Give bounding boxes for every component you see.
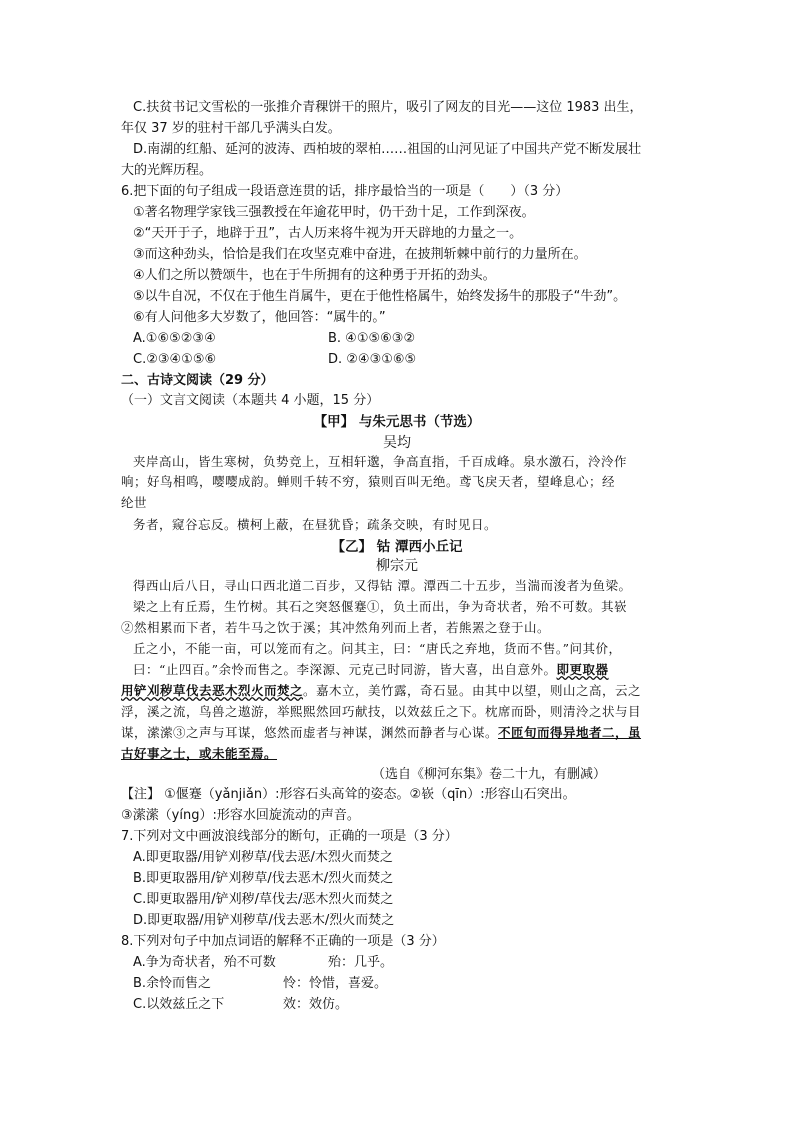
- q8-option-c-text: C.以效兹丘之下: [133, 997, 225, 1012]
- q6-sentence-5: ⑤以牛自况，不仅在于他生肖属牛，更在于他性格属牛，始终发扬牛的那股子“牛劲”。: [133, 289, 627, 304]
- passage-yi-source: （选自《柳河东集》卷二十九，有删减）: [372, 767, 607, 782]
- passage-jia-line3: 纶世: [121, 495, 148, 510]
- passage-yi-line1: 得西山后八日，寻山口西北道二百步，又得钴 潭。潭西二十五步，当湍而浚者为鱼梁。: [133, 578, 632, 593]
- passage-jia-title: 【甲】 与朱元思书（节选）: [313, 414, 481, 430]
- passage-yi-line5: [133, 660, 609, 680]
- passage-yi-line9: [121, 744, 277, 764]
- passage-yi-line4: 丘之小，不能一亩，可以笼而有之。问其主，曰：“唐氏之弃地，货而不售。”问其价，: [133, 641, 622, 656]
- q6-sentence-2: ②“天开于子，地辟于丑”，古人历来将牛视为开天辟地的力量之一。: [133, 226, 523, 241]
- passage-jia-line4: 务者，窥谷忘反。横柯上蔽，在昼犹昏；疏条交映，有时见日。: [133, 517, 498, 532]
- q8-stem: 8.下列对句子中加点词语的解释不正确的一项是（3 分）: [121, 934, 445, 949]
- q6-option-c: C.②③④①⑤⑥: [133, 352, 217, 367]
- passage-yi-title: 【乙】 钴 潭西小丘记: [331, 539, 463, 555]
- q7-option-a: A.即更取器/用铲刈秽草/伐去恶/木烈火而焚之: [133, 850, 393, 865]
- passage-yi-line7: 浮，溪之流，鸟兽之遨游，举熙熙然回巧献技，以效兹丘之下。枕席而卧，则清泠之状与目: [121, 704, 642, 719]
- passage-yi-line2: 梁之上有丘焉，生竹树。其石之突怒偃蹇①，负土而出，争为奇状者，殆不可数。其嵚: [133, 599, 628, 614]
- passage-yi-line3: ②然相累而下者，若牛马之饮于溪；其冲然角列而上者，若熊罴之登于山。: [121, 620, 551, 635]
- q7-stem: 7.下列对文中画波浪线部分的断句，正确的一项是（3 分）: [121, 829, 458, 844]
- q5-option-c-line2: 年仅 37 岁的驻村干部几乎满头白发。: [121, 121, 341, 136]
- q6-option-a: A.①⑥⑤②③④: [133, 331, 216, 346]
- wavy-underlined-phrase-end: 用铲刈秽草伐去恶木烈火而焚之: [121, 683, 304, 698]
- q8-option-a-text: A.争为奇状者，殆不可数: [133, 955, 276, 970]
- q5-option-d-line2: 大的光辉历程。: [121, 163, 213, 178]
- passage-jia-author: 吴均: [383, 435, 411, 451]
- q6-stem: 6.把下面的句子组成一段语意连贯的话，排序最恰当的一项是（ ）（3 分）: [121, 184, 569, 199]
- q7-option-b: B.即更取器用/铲刈秽草/伐去恶木/烈火而焚之: [133, 871, 394, 886]
- passage-yi-line6: [121, 681, 641, 701]
- q6-sentence-6: ⑥有人问他多大岁数了，他回答：“属牛的。”: [133, 310, 386, 325]
- q8-option-a-note: 殆：几乎。: [328, 955, 394, 970]
- passage-yi-line6-text: 。嘉木立，美竹露，奇石显。由其中以望，则山之高，云之: [303, 683, 642, 698]
- q7-option-d: D.即更取器/用铲刈秽草/伐去恶木/烈火而焚之: [133, 913, 395, 928]
- underlined-sentence-start: 不匝旬而得异地者二，虽: [498, 725, 642, 740]
- q6-options-row2: [133, 350, 416, 370]
- section2-subheading: （一）文言文阅读（本题共 4 小题，15 分）: [121, 393, 380, 408]
- q6-sentence-3: ③而这种劲头，恰恰是我们在攻坚克难中奋进，在披荆斩棘中前行的力量所在。: [133, 247, 587, 262]
- q6-sentence-4: ④人们之所以赞颂牛，也在于牛所拥有的这种勇于开拓的劲头。: [133, 268, 496, 283]
- q7-option-c: C.即更取器用/铲刈秽/草伐去/恶木烈火而焚之: [133, 892, 394, 907]
- q5-option-c-line1: C.扶贫书记文雪松的一张推介青稞饼干的照片，吸引了网友的目光——这位 1983 出生，: [133, 100, 643, 115]
- passage-jia-line1: 夹岸高山，皆生寒树，负势竞上，互相轩邈，争高直指，千百成峰。泉水激石，泠泠作: [133, 454, 628, 469]
- wavy-underlined-phrase-start: 即更取器: [556, 662, 609, 677]
- q6-option-b: B. ④①⑤⑥③②: [328, 331, 416, 346]
- q8-option-b: [133, 974, 387, 994]
- q6-sentence-1: ①著名物理学家钱三强教授在年逾花甲时，仍干劲十足，工作到深夜。: [133, 205, 535, 220]
- q8-option-b-text: B.余怜而售之: [133, 976, 212, 991]
- q5-option-d-line1: D.南湖的红船、延河的波涛、西柏坡的翠柏……祖国的山河见证了中国共产党不断发展壮: [133, 142, 642, 157]
- q8-option-c-note: 效：效仿。: [283, 997, 349, 1012]
- passage-yi-line8-text: 谋，潆潆③之声与耳谋，悠然而虚者与神谋，渊然而静者与心谋。: [121, 725, 499, 740]
- q8-option-b-note: 怜：怜惜，喜爱。: [283, 976, 388, 991]
- section2-heading: 二、古诗文阅读（29 分）: [121, 373, 274, 388]
- notes-line1: 【注】 ①偃蹇（yǎnjiǎn）:形容石头高耸的姿态。②嵚（qīn）:形容山石突出。: [121, 787, 576, 802]
- passage-yi-line8: [121, 723, 641, 743]
- passage-jia-line2: 响；好鸟相鸣，嘤嘤成韵。蝉则千转不穷，猿则百叫无绝。鸢飞戾天者，望峰息心；经: [121, 474, 616, 489]
- passage-yi-author: 柳宗元: [376, 558, 418, 574]
- q8-option-a: [133, 953, 393, 973]
- underlined-sentence-end: 古好事之士，或未能至焉。: [121, 746, 278, 761]
- notes-line2: ③潆潆（yíng）:形容水回旋流动的声音。: [121, 808, 360, 823]
- q8-option-c: [133, 995, 348, 1015]
- passage-yi-line5-text: 曰：“止四百。”余怜而售之。李深源、元克己时同游，皆大喜，出自意外。: [133, 662, 557, 677]
- q6-options-row1: [133, 329, 415, 349]
- q6-option-d: D. ②④③①⑥⑤: [328, 352, 417, 367]
